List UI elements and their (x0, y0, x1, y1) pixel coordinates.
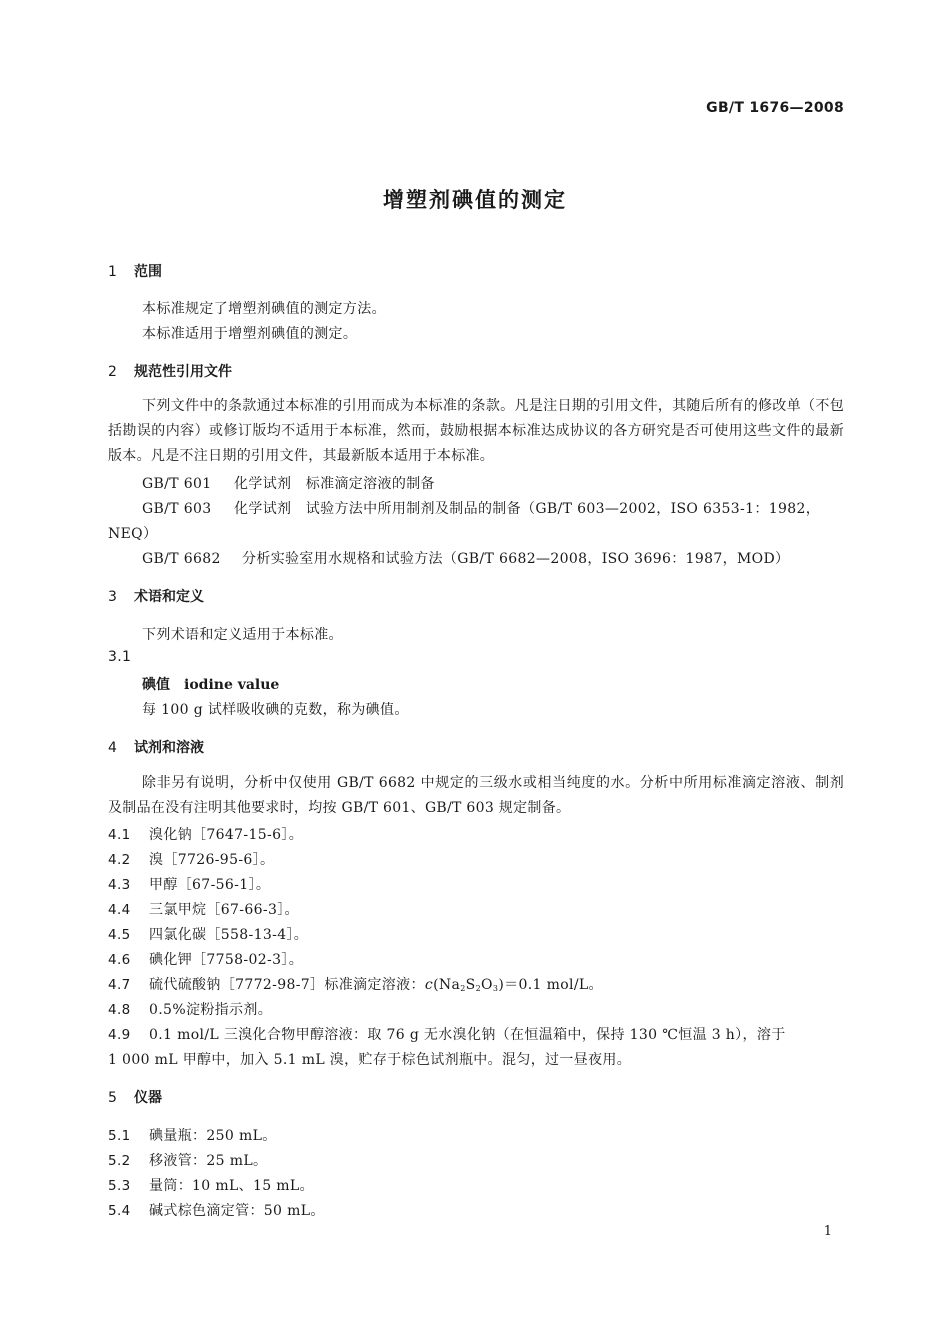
item-number: 5.2 (108, 1153, 131, 1169)
formula-part: )＝0.1 mol/L。 (498, 977, 603, 993)
list-item (108, 1150, 267, 1170)
reference-item (142, 548, 789, 568)
item-number: 4.2 (108, 852, 131, 868)
paragraph: 本标准规定了增塑剂碘值的测定方法。 (142, 301, 386, 317)
list-item (108, 1024, 786, 1044)
reference-code: GB/T 603 (142, 501, 212, 517)
formula-subscript: 2 (475, 984, 482, 993)
item-number: 4.3 (108, 877, 131, 893)
section-heading-5 (108, 1087, 162, 1107)
list-item (108, 924, 308, 944)
formula-subscript: 2 (460, 984, 466, 993)
formula-symbol: c (424, 977, 434, 993)
reference-title: 化学试剂 试验方法中所用制剂及制品的制备（GB/T 603—2002，ISO 6353-1：1982， (234, 501, 821, 517)
paragraph: 下列文件中的条款通过本标准的引用而成为本标准的条款。凡是注日期的引用文件，其随后所有的修改单（不包括勘误的内容）或修订版均不适用于本标准，然而，鼓励根据本标准达成协议的各方研究是否可使用这些文件的最新版本。凡是不注日期的引用文件，其最新版本适用于本标准。 (108, 398, 844, 464)
formula-subscript: 3 (492, 984, 499, 993)
item-text: 甲醇［67-56-1］。 (149, 877, 271, 893)
reference-code: GB/T 601 (142, 476, 212, 492)
item-text: 碱式棕色滴定管：50 mL。 (149, 1203, 325, 1219)
item-text: 移液管：25 mL。 (149, 1153, 268, 1169)
standard-code: GB/T 1676—2008 (706, 100, 844, 116)
item-text: 四氯化碳［558-13-4］。 (149, 927, 309, 943)
item-number: 4.7 (108, 977, 131, 993)
item-number: 5.1 (108, 1128, 131, 1144)
section-number: 5 (108, 1090, 117, 1106)
item-text: 溴［7726-95-6］。 (149, 852, 275, 868)
item-number: 5.3 (108, 1178, 131, 1194)
section-heading-3 (108, 586, 204, 606)
section-heading-1 (108, 261, 162, 281)
section-heading-2 (108, 361, 232, 381)
list-item (108, 1175, 314, 1195)
item-text: 0.5%淀粉指示剂。 (149, 1002, 273, 1018)
section-heading-4 (108, 737, 204, 757)
item-text: 硫代硫酸钠［7772-98-7］标准滴定溶液： (149, 977, 425, 993)
section-title: 试剂和溶液 (134, 740, 204, 756)
reference-item (142, 473, 435, 493)
item-number: 4.5 (108, 927, 131, 943)
term-number: 3.1 (108, 649, 132, 665)
page-number: 1 (823, 1224, 832, 1239)
section-title: 术语和定义 (134, 589, 204, 605)
section-title: 范围 (134, 264, 162, 280)
section-title: 规范性引用文件 (134, 364, 232, 380)
term-definition: 每 100 g 试样吸收碘的克数，称为碘值。 (142, 702, 409, 718)
section-number: 4 (108, 740, 117, 756)
page-title: 增塑剂碘值的测定 (383, 188, 567, 212)
item-number: 4.4 (108, 902, 131, 918)
item-number: 4.1 (108, 827, 131, 843)
list-item (108, 999, 272, 1019)
list-item (108, 1200, 325, 1220)
formula-part: O (481, 977, 493, 993)
list-item (108, 824, 303, 844)
term-english: iodine value (184, 677, 280, 693)
paragraph: 除非另有说明，分析中仅使用 GB/T 6682 中规定的三级水或相当纯度的水。分析中所用标准滴定溶液、制剂及制品在没有注明其他要求时，均按 GB/T 601、GB/T 603 规定制备。 (108, 775, 844, 816)
section-number: 3 (108, 589, 117, 605)
item-text: 量筒：10 mL、15 mL。 (149, 1178, 314, 1194)
list-item (108, 899, 299, 919)
item-text: 碘化钾［7758-02-3］。 (149, 952, 304, 968)
list-item (108, 974, 603, 994)
section-number: 2 (108, 364, 117, 380)
item-number: 4.6 (108, 952, 131, 968)
item-number: 5.4 (108, 1203, 131, 1219)
reference-item (142, 498, 820, 518)
formula-part: (Na (433, 977, 461, 993)
reference-continuation: NEQ） (108, 526, 158, 542)
list-item (108, 874, 270, 894)
reference-title: 分析实验室用水规格和试验方法（GB/T 6682—2008，ISO 3696：1987，MOD） (242, 551, 790, 567)
item-text: 溴化钠［7647-15-6］。 (149, 827, 304, 843)
item-number: 4.9 (108, 1027, 131, 1043)
paragraph: 下列术语和定义适用于本标准。 (142, 627, 343, 643)
item-text: 碘量瓶：250 mL。 (149, 1128, 277, 1144)
paragraph: 本标准适用于增塑剂碘值的测定。 (142, 326, 358, 342)
term-chinese: 碘值 (142, 677, 170, 693)
reference-code: GB/T 6682 (142, 551, 221, 567)
list-item (108, 849, 274, 869)
term-entry (142, 674, 279, 694)
section-number: 1 (108, 264, 117, 280)
formula-part: S (465, 977, 476, 993)
reference-title: 化学试剂 标准滴定溶液的制备 (234, 476, 435, 492)
item-number: 4.8 (108, 1002, 131, 1018)
item-text: 0.1 mol/L 三溴化合物甲醇溶液：取 76 g 无水溴化钠（在恒温箱中，保持 130 ℃恒温 3 h），溶于 (149, 1027, 786, 1043)
list-item (108, 1125, 277, 1145)
item-continuation: 1 000 mL 甲醇中，加入 5.1 mL 溴，贮存于棕色试剂瓶中。混匀，过一昼夜用。 (108, 1052, 632, 1068)
section-title: 仪器 (134, 1090, 162, 1106)
list-item (108, 949, 303, 969)
item-text: 三氯甲烷［67-66-3］。 (149, 902, 299, 918)
